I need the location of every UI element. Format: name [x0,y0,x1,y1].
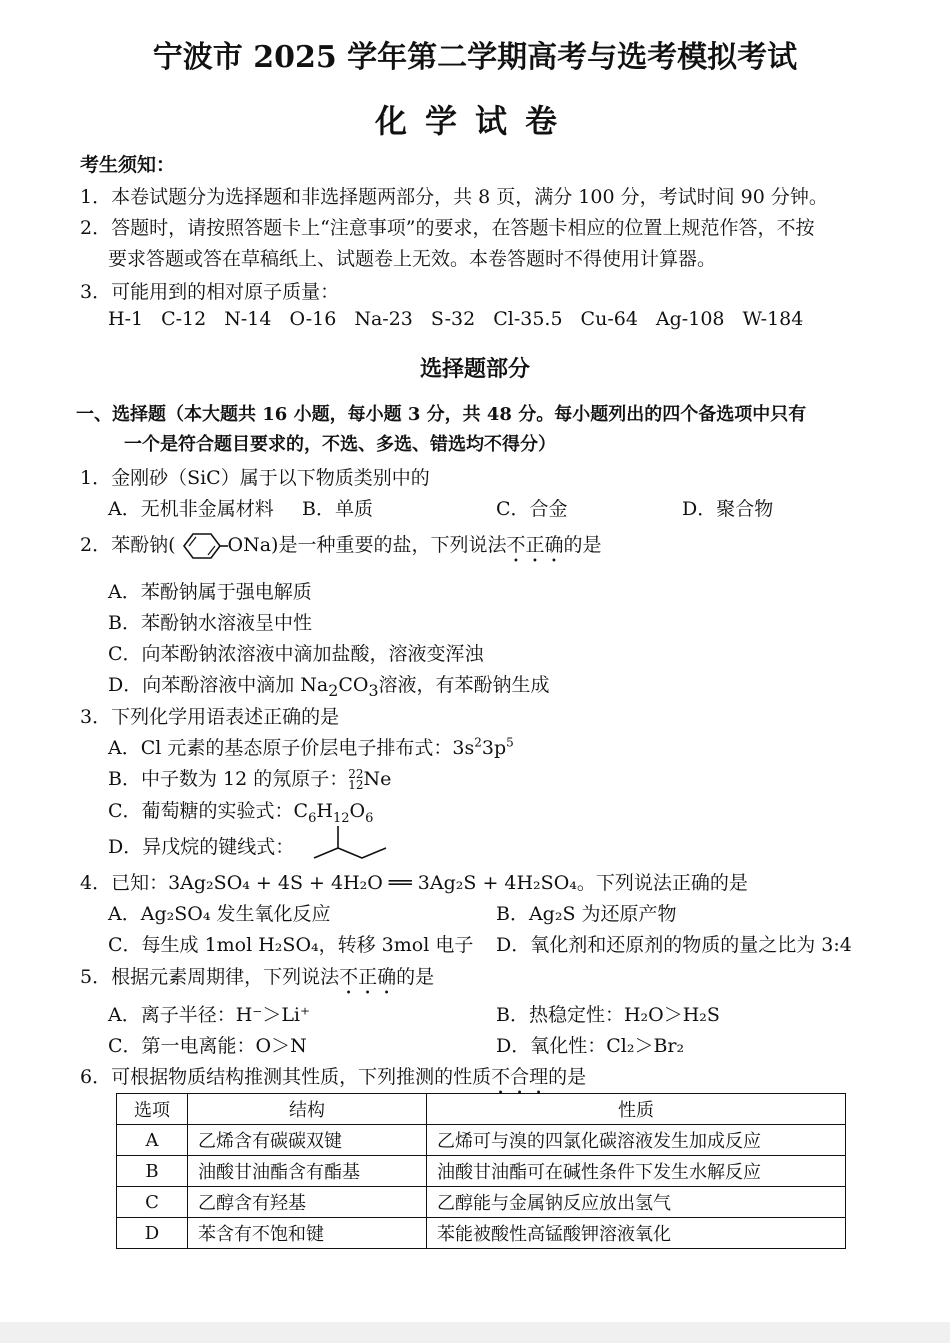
atomic-mass: Ag-108 [655,308,725,330]
q3-a-sup: 2 [474,735,482,750]
exam-subtitle: 化学试卷 [374,102,575,140]
q5-stem [80,962,434,999]
table-row [117,1125,846,1156]
q5-option-b: B．热稳定性：H₂O＞H₂S [496,1004,720,1026]
atomic-mass: C-12 [161,308,207,330]
q3-stem: 3．下列化学用语表述正确的是 [80,706,340,728]
q3-option-b [108,764,391,791]
atomic-mass: W-184 [742,308,804,330]
q3-c-sub: 6 [365,810,374,826]
q3-c-text: C．葡萄糖的实验式：C [108,800,309,822]
table-header: 选项 [117,1094,188,1125]
table-cell: A [117,1125,188,1156]
mass-number: 22 [348,767,364,781]
q1-option-a: A．无机非金属材料 [108,498,274,520]
q4-option-c: C．每生成 1mol H₂SO₄，转移 3mol 电子 [108,934,474,956]
q1-option-b: B．单质 [302,498,373,520]
atomic-mass: N-14 [224,308,272,330]
table-cell: D [117,1218,188,1249]
q2-d-text: D．向苯酚溶液中滴加 Na [108,674,329,696]
q3-a-sup: 5 [506,735,514,750]
q5-stem-tail: 的是 [396,966,435,988]
q3-c-text: O [349,800,366,822]
structure-property-table [116,1093,846,1249]
table-cell: B [117,1156,188,1187]
q2-option-b: B．苯酚钠水溶液呈中性 [108,612,312,634]
q2-d-text: CO [338,674,369,696]
q2-d-text: 溶液，有苯酚钠生成 [378,674,550,696]
q2-option-d [108,670,550,700]
table-cell: 乙醇含有羟基 [188,1187,427,1218]
atomic-mass: Cl-35.5 [493,308,563,330]
q5-option-d: D．氧化性：Cl₂＞Br₂ [496,1035,685,1057]
part1-instruction: 一、选择题（本大题共 16 小题，每小题 3 分，共 48 分。每小题列出的四个备选项中只有 [76,404,807,425]
q4-option-d: D．氧化剂和还原剂的物质的量之比为 3:4 [496,934,852,956]
q3-a-text: A．Cl 元素的基态原子价层电子排布式：3s [108,737,475,759]
scan-edge [0,1322,950,1343]
exam-title: 宁波市 2025 学年第二学期高考与选考模拟考试 [152,40,798,75]
q3-c-sub: 6 [308,810,317,826]
q5-emphasis: 不正确 [339,966,397,988]
q5-option-c: C．第一电离能：O＞N [108,1035,307,1057]
table-cell: 乙烯含有碳碳双键 [188,1125,427,1156]
q2-stem-tail: 的是 [563,534,602,556]
q2-stem-text: ONa)是一种重要的盐，下列说法 [227,534,507,556]
q2-option-a: A．苯酚钠属于强电解质 [108,581,312,603]
atomic-mass-list [108,308,821,330]
atomic-number: 12 [348,778,364,792]
table-cell: 油酸甘油酯含有酯基 [188,1156,427,1187]
q1-option-c: C．合金 [496,498,568,520]
isopentane-skeletal-icon [308,822,392,862]
q5-stem-text: 5．根据元素周期律，下列说法 [80,966,340,988]
q3-option-d: D．异戊烷的键线式： [108,836,295,858]
q3-a-text: 3p [481,737,507,759]
table-cell: 乙烯可与溴的四氯化碳溶液发生加成反应 [427,1125,846,1156]
benzene-ring-icon [176,531,228,561]
table-cell: 苯能被酸性高锰酸钾溶液氧化 [427,1218,846,1249]
table-cell: C [117,1187,188,1218]
nuclide-notation [348,769,363,791]
q2-number: 2．苯酚钠( [80,534,176,556]
table-header-row [117,1094,846,1125]
q3-b-text: B．中子数为 12 的氖原子： [108,768,349,790]
atomic-mass: O-16 [289,308,337,330]
table-row [117,1156,846,1187]
table-row [117,1187,846,1218]
q6-stem-tail: 的是 [548,1066,587,1088]
q2-d-sub: 2 [328,680,339,700]
atomic-mass: H-1 [108,308,144,330]
notice-heading: 考生须知： [80,154,176,176]
table-row [117,1218,846,1249]
table-header: 结构 [188,1094,427,1125]
q2-emphasis: 不正确 [506,534,564,556]
atomic-mass: Cu-64 [580,308,638,330]
notice-item-2-cont: 要求答题或答在草稿纸上、试题卷上无效。本卷答题时不得使用计算器。 [108,248,717,270]
table-cell: 乙醇能与金属钠反应放出氢气 [427,1187,846,1218]
q4-option-b: B．Ag₂S 为还原产物 [496,903,677,925]
q5-option-a: A．离子半径：H⁻＞Li⁺ [108,1004,311,1026]
q1-option-d: D．聚合物 [682,498,774,520]
notice-item-3: 3．可能用到的相对原子质量： [80,281,340,303]
q3-option-a [108,733,514,760]
part1-instruction-cont: 一个是符合题目要求的，不选、多选、错选均不得分） [124,434,556,455]
notice-item-1: 1．本卷试题分为选择题和非选择题两部分，共 8 页，满分 100 分，考试时间 90 分钟。 [80,186,828,208]
section-title: 选择题部分 [419,356,530,382]
q1-stem: 1．金刚砂（SiC）属于以下物质类别中的 [80,467,430,489]
table-cell: 油酸甘油酯可在碱性条件下发生水解反应 [427,1156,846,1187]
table-cell: 苯含有不饱和键 [188,1218,427,1249]
q3-c-sub: 12 [332,810,350,826]
q3-c-text: H [316,800,333,822]
q2-option-c: C．向苯酚钠浓溶液中滴加盐酸，溶液变浑浊 [108,643,484,665]
atomic-mass: Na-23 [354,308,413,330]
notice-item-2: 2．答题时，请按照答题卡上“注意事项”的要求，在答题卡相应的位置上规范作答，不按 [80,217,815,239]
q2-d-sub: 3 [368,680,379,700]
atomic-mass: S-32 [430,308,476,330]
q4-stem: 4．已知：3Ag₂SO₄ + 4S + 4H₂O ══ 3Ag₂S + 4H₂SO₄。下列说法正确的是 [80,872,748,894]
q6-stem-text: 6．可根据物质结构推测其性质，下列推测的性质 [80,1066,492,1088]
element-symbol: Ne [363,768,392,790]
q6-emphasis: 不合理 [491,1066,549,1088]
q4-option-a: A．Ag₂SO₄ 发生氧化反应 [108,903,331,925]
q2-stem [80,530,602,567]
table-header: 性质 [427,1094,846,1125]
